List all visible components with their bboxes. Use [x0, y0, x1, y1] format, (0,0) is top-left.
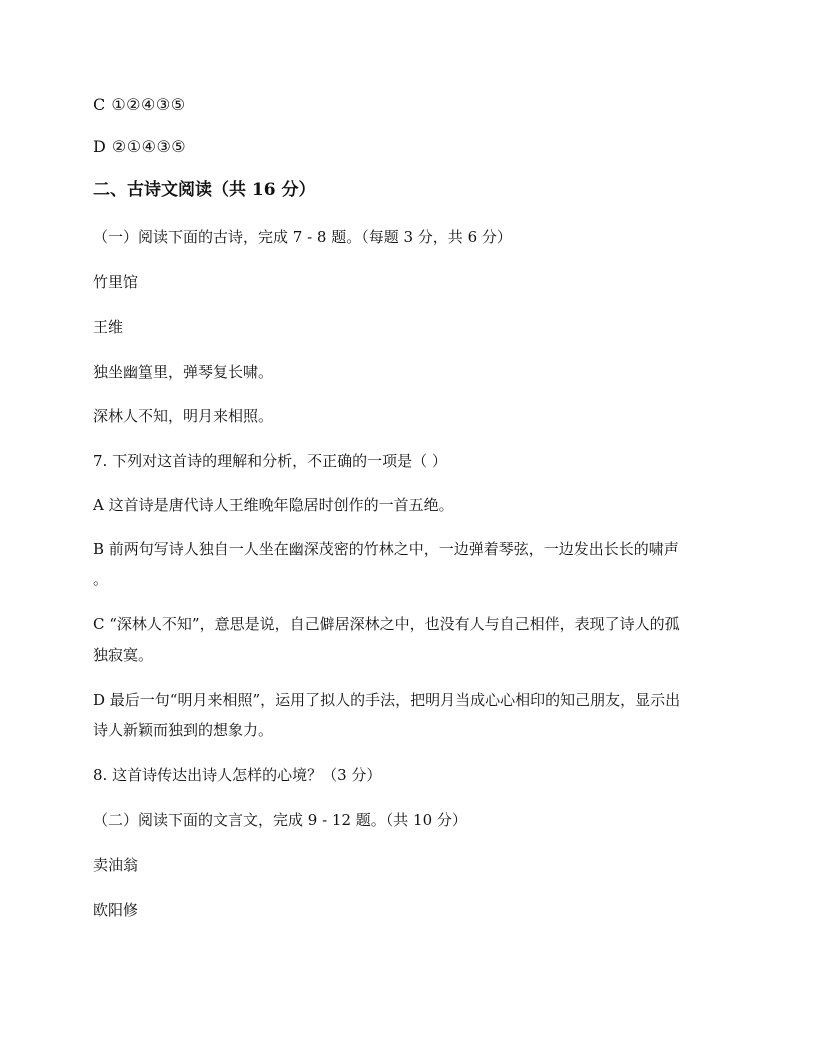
poem-line-2: 深林人不知，明月来相照。 [93, 407, 274, 425]
q7-option-a: A 这首诗是唐代诗人王维晚年隐居时创作的一首五绝。 [93, 496, 454, 514]
q7-option-b-line-1: B 前两句写诗人独自一人坐在幽深茂密的竹林之中，一边弹着琴弦，一边发出长长的啸声 [93, 540, 679, 558]
part1-instruction: （一）阅读下面的古诗，完成 7 - 8 题。（每题 3 分，共 6 分） [93, 228, 512, 246]
option-d-prev: D ②①④③⑤ [93, 137, 187, 156]
q7-option-c-line-2: 独寂寞。 [93, 646, 154, 664]
prose-author: 欧阳修 [93, 901, 139, 919]
poem-line-1: 独坐幽篁里，弹琴复长啸。 [93, 363, 274, 381]
poem-title: 竹里馆 [93, 273, 139, 291]
q7-option-c-line-1: C “深林人不知”，意思是说，自己僻居深林之中，也没有人与自己相伴，表现了诗人的孤 [93, 615, 680, 633]
section-title: 二、古诗文阅读（共 16 分） [93, 180, 316, 200]
q7-option-b-line-2: 。 [93, 570, 109, 588]
part2-instruction: （二）阅读下面的文言文，完成 9 - 12 题。（共 10 分） [93, 811, 467, 829]
poem-author: 王维 [93, 318, 124, 336]
question-8: 8. 这首诗传达出诗人怎样的心境？（3 分） [93, 766, 382, 784]
question-7: 7. 下列对这首诗的理解和分析，不正确的一项是（ ） [93, 452, 447, 470]
q7-option-d-line-2: 诗人新颖而独到的想象力。 [93, 721, 274, 739]
prose-title: 卖油翁 [93, 856, 139, 874]
option-c-prev: C ①②④③⑤ [93, 95, 186, 114]
q7-option-d-line-1: D 最后一句“明月来相照”，运用了拟人的手法，把明月当成心心相印的知己朋友，显示出 [93, 691, 681, 709]
